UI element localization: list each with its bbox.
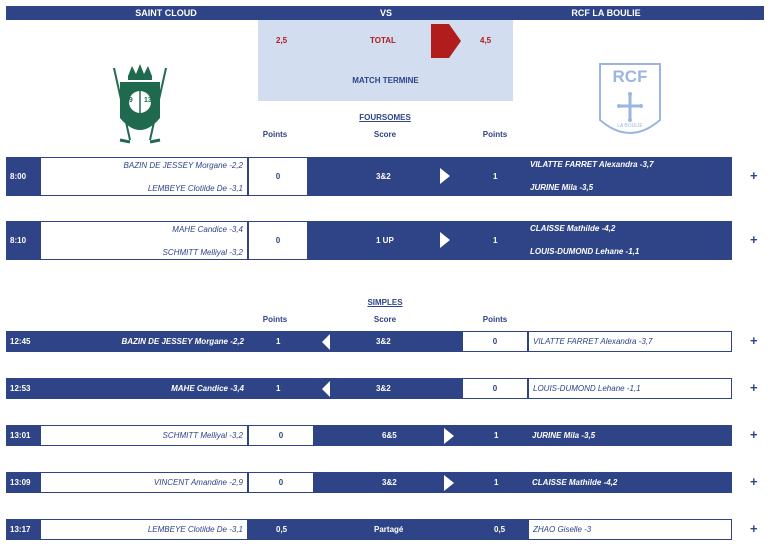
tee-time: 12:45 bbox=[6, 331, 40, 352]
match-score: 3&2 bbox=[376, 384, 391, 393]
rcf-logo-text: RCF bbox=[612, 67, 648, 86]
tee-time: 13:09 bbox=[6, 472, 40, 493]
score-cell bbox=[248, 331, 462, 352]
foursomes-title: FOURSOMES bbox=[359, 113, 411, 122]
away-points: 1 bbox=[494, 431, 499, 440]
away-pair bbox=[526, 221, 732, 260]
home-pair bbox=[40, 157, 248, 196]
tee-time: 13:01 bbox=[6, 425, 40, 446]
away-points: 0 bbox=[462, 331, 528, 352]
vs-label: VS bbox=[379, 8, 392, 18]
tee-time: 12:53 bbox=[6, 378, 40, 399]
away-pair bbox=[526, 157, 732, 196]
away-player: JURINE Mila -3,5 bbox=[530, 183, 594, 192]
winner-arrow-icon bbox=[444, 428, 454, 444]
score-cell bbox=[248, 378, 462, 399]
home-player: MAHE Candice -3,4 bbox=[40, 378, 248, 399]
tee-time: 8:10 bbox=[6, 221, 40, 260]
foursomes-col-points-away: Points bbox=[482, 130, 508, 139]
home-points: 0 bbox=[248, 472, 314, 493]
match-header-bar bbox=[6, 6, 764, 20]
away-player: LOUIS-DUMOND Lehane -1,1 bbox=[528, 378, 732, 399]
foursome-row[interactable] bbox=[6, 221, 766, 260]
tee-time: 13:17 bbox=[6, 519, 40, 540]
away-player: VILATTE FARRET Alexandra -3,7 bbox=[528, 331, 732, 352]
simple-row[interactable] bbox=[6, 425, 766, 446]
simple-row[interactable] bbox=[6, 378, 766, 399]
winner-arrow-icon bbox=[322, 381, 330, 397]
score-cell bbox=[308, 221, 532, 260]
home-team-name: SAINT CLOUD bbox=[135, 8, 197, 18]
away-points: 0 bbox=[462, 378, 528, 399]
away-player: VILATTE FARRET Alexandra -3,7 bbox=[530, 160, 654, 169]
foursome-row[interactable] bbox=[6, 157, 766, 196]
winner-arrow-icon bbox=[444, 475, 454, 491]
total-score-panel bbox=[258, 20, 513, 101]
home-points: 0,5 bbox=[276, 525, 288, 534]
away-team-name: RCF LA BOULIE bbox=[571, 8, 641, 18]
away-player: LOUIS-DUMOND Lehane -1,1 bbox=[530, 247, 640, 256]
winner-arrow-icon bbox=[322, 334, 330, 350]
simple-row[interactable] bbox=[6, 472, 766, 493]
logo-year-right: 13 bbox=[144, 97, 152, 104]
home-total-score: 2,5 bbox=[276, 36, 288, 45]
simple-row[interactable] bbox=[6, 519, 766, 540]
match-score: 3&2 bbox=[376, 337, 391, 346]
home-player: LEMBEYE Clotilde De -3,1 bbox=[147, 184, 243, 193]
simples-col-score: Score bbox=[373, 315, 397, 324]
home-pair bbox=[40, 221, 248, 260]
tee-time: 8:00 bbox=[6, 157, 40, 196]
expand-button[interactable]: + bbox=[750, 380, 758, 395]
winner-arrow-icon bbox=[440, 168, 450, 184]
score-cell bbox=[248, 519, 528, 540]
home-player: VINCENT Amandine -2,9 bbox=[40, 472, 248, 493]
foursomes-col-score: Score bbox=[373, 130, 397, 139]
home-player: BAZIN DE JESSEY Morgane -2,2 bbox=[123, 161, 243, 170]
saint-cloud-logo bbox=[110, 62, 170, 146]
match-score: Partagé bbox=[374, 525, 404, 534]
home-player: BAZIN DE JESSEY Morgane -2,2 bbox=[40, 331, 248, 352]
match-score: 3&2 bbox=[376, 172, 391, 181]
rcf-logo-subtext: LA BOULIE bbox=[617, 123, 643, 129]
score-cell bbox=[314, 472, 528, 493]
away-points: 1 bbox=[493, 236, 498, 245]
expand-button[interactable]: + bbox=[750, 333, 758, 348]
home-player: MAHE Candice -3,4 bbox=[172, 225, 243, 234]
home-points: 0 bbox=[248, 221, 308, 260]
simples-title: SIMPLES bbox=[367, 298, 403, 307]
foursomes-col-points-home: Points bbox=[262, 130, 288, 139]
away-player: CLAISSE Mathilde -4,2 bbox=[528, 472, 732, 493]
match-score: 6&5 bbox=[382, 431, 397, 440]
home-points: 1 bbox=[276, 384, 281, 393]
match-score: 1 UP bbox=[376, 236, 394, 245]
away-player: CLAISSE Mathilde -4,2 bbox=[530, 224, 616, 233]
home-player: SCHMITT Melliyal -3,2 bbox=[40, 425, 248, 446]
match-status: MATCH TERMINE bbox=[352, 76, 419, 85]
away-points: 1 bbox=[493, 172, 498, 181]
winner-arrow-icon bbox=[440, 232, 450, 248]
match-score: 3&2 bbox=[382, 478, 397, 487]
home-player: LEMBEYE Clotilde De -3,1 bbox=[40, 519, 248, 540]
expand-button[interactable]: + bbox=[750, 232, 758, 247]
expand-button[interactable]: + bbox=[750, 521, 758, 536]
away-points: 1 bbox=[494, 478, 499, 487]
expand-button[interactable]: + bbox=[750, 427, 758, 442]
away-player: JURINE Mila -3,5 bbox=[528, 425, 732, 446]
score-cell bbox=[308, 157, 532, 196]
score-cell bbox=[314, 425, 528, 446]
total-label: TOTAL bbox=[370, 36, 396, 45]
home-player: SCHMITT Melliyal -3,2 bbox=[162, 248, 243, 257]
away-points: 0,5 bbox=[494, 525, 506, 534]
away-player: ZHAO Giselle -3 bbox=[528, 519, 732, 540]
home-points: 1 bbox=[276, 337, 281, 346]
home-points: 0 bbox=[248, 425, 314, 446]
winner-arrow-icon bbox=[431, 24, 461, 58]
simples-col-points-away: Points bbox=[482, 315, 508, 324]
logo-year-left: 19 bbox=[125, 97, 133, 104]
expand-button[interactable]: + bbox=[750, 474, 758, 489]
expand-button[interactable]: + bbox=[750, 168, 758, 183]
simples-col-points-home: Points bbox=[262, 315, 288, 324]
simple-row[interactable] bbox=[6, 331, 766, 352]
home-points: 0 bbox=[248, 157, 308, 196]
rcf-la-boulie-logo bbox=[597, 62, 663, 144]
away-total-score: 4,5 bbox=[480, 36, 492, 45]
